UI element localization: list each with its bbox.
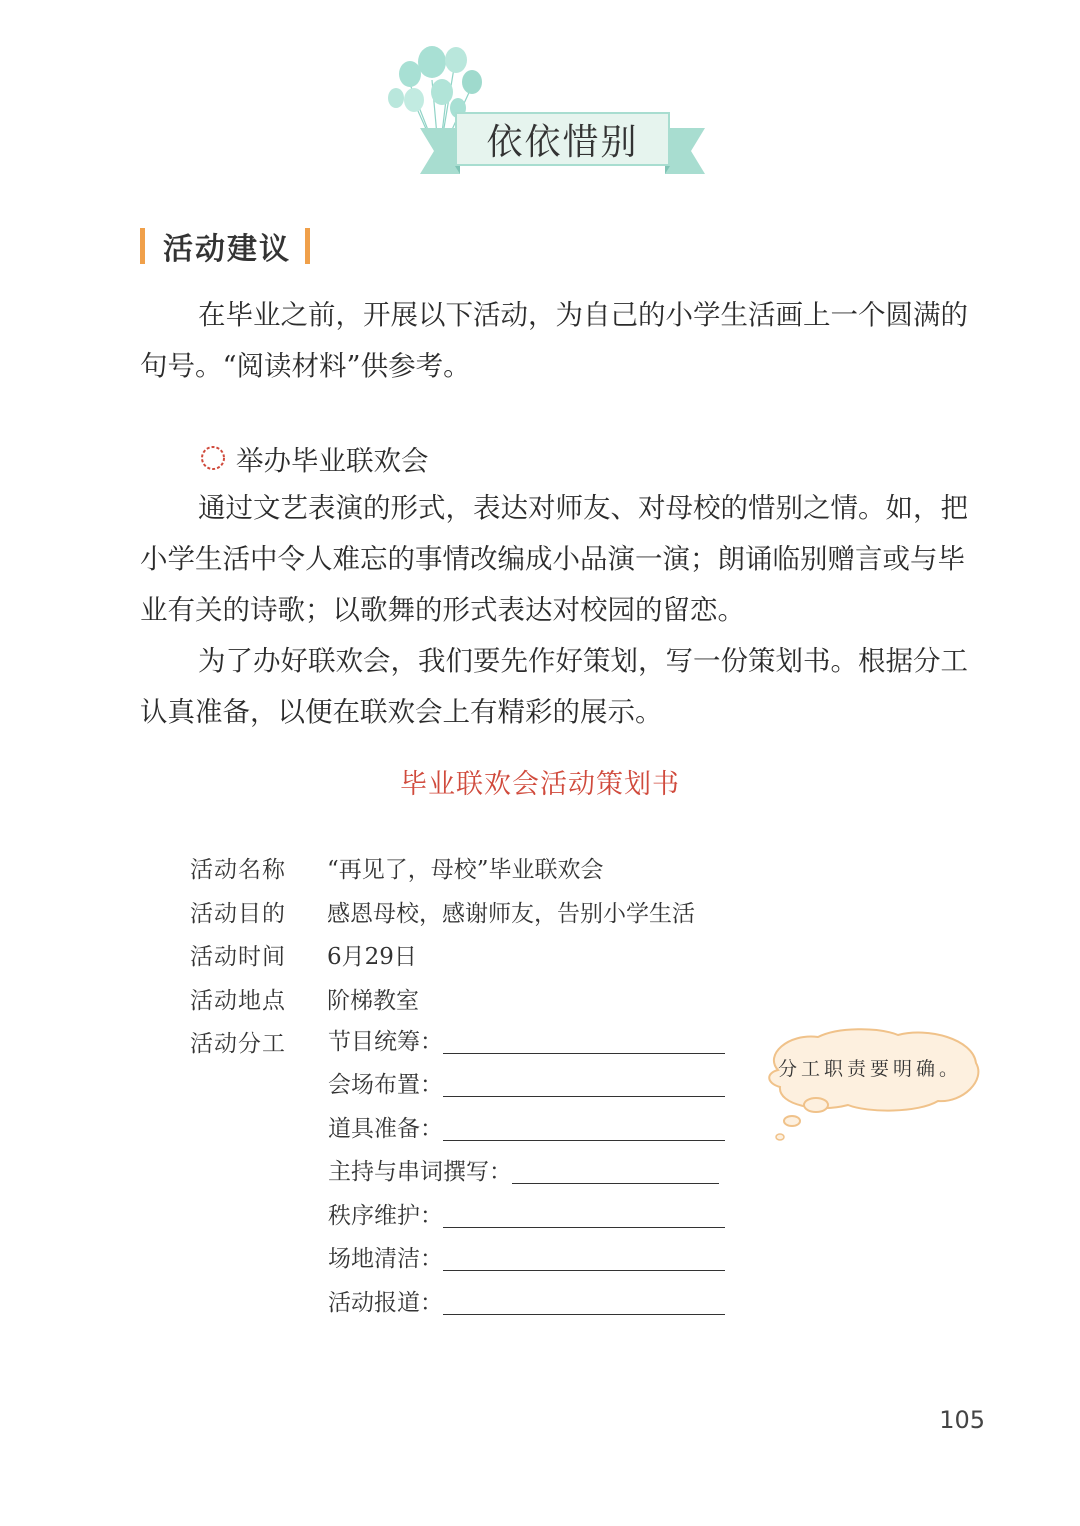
bubble-text: 分工职责要明确。 <box>777 1058 962 1080</box>
fill-in-blank[interactable] <box>443 1269 725 1271</box>
task-label: 道具准备： <box>328 1115 443 1142</box>
plan-title: 毕业联欢会活动策划书 <box>400 769 680 800</box>
plan-row-label: 活动地点 <box>190 987 286 1014</box>
plan-row <box>190 1020 327 1064</box>
task-label: 会场布置： <box>328 1072 443 1098</box>
task-label: 主持与串词撰写： <box>328 1159 512 1185</box>
task-label: 活动报道： <box>328 1289 443 1316</box>
plan-row-value: “再见了，母校”毕业联欢会 <box>327 857 604 884</box>
activity-heading <box>200 434 429 482</box>
task-row <box>328 1064 725 1108</box>
task-label: 节目统筹： <box>328 1028 443 1055</box>
activity-name: 举办毕业联欢会 <box>236 445 429 477</box>
heading-bar-right <box>305 228 310 264</box>
section-heading-text: 活动建议 <box>163 232 291 267</box>
plan-row-value: 阶梯教室 <box>327 987 419 1014</box>
fill-in-blank[interactable] <box>443 1313 725 1315</box>
fill-in-blank[interactable] <box>512 1182 719 1184</box>
fill-in-blank[interactable] <box>443 1052 725 1054</box>
heading-bar-left <box>140 228 145 264</box>
activity-description-2: 为了办好联欢会，我们要先作好策划，写一份策划书。根据分工认真准备，以便在联欢会上有精彩的展示。 <box>140 645 968 728</box>
plan-row-value: 6月29日 <box>327 944 417 971</box>
dotted-circle-icon <box>200 445 226 471</box>
plan-row-label: 活动名称 <box>190 857 286 884</box>
activity-description: 通过文艺表演的形式，表达对师友、对母校的惜别之情。如，把小学生活中令人难忘的事情改编成小品演一演；朗诵临别赠言或与毕业有关的诗歌；以歌舞的形式表达对校园的留恋。 <box>140 492 968 626</box>
plan-row <box>190 933 417 977</box>
fill-in-blank[interactable] <box>443 1226 725 1228</box>
task-label: 场地清洁： <box>328 1246 443 1272</box>
page-number: 105 <box>939 1406 985 1434</box>
task-label: 秩序维护： <box>328 1202 443 1229</box>
plan-row <box>190 846 604 890</box>
task-row <box>328 1107 725 1151</box>
plan-row <box>190 977 419 1021</box>
fill-in-blank[interactable] <box>443 1095 725 1097</box>
plan-row-label: 活动目的 <box>190 900 286 927</box>
thought-bubble <box>758 1025 988 1145</box>
plan-row-label: 活动分工 <box>190 1031 286 1058</box>
plan-row-value: 感恩母校，感谢师友，告别小学生活 <box>327 900 695 927</box>
plan-row-label: 活动时间 <box>190 944 286 971</box>
page-title: 依依惜别 <box>455 112 670 166</box>
section-heading <box>140 224 310 268</box>
task-row <box>328 1238 725 1282</box>
task-row <box>328 1020 725 1064</box>
intro-paragraph: 在毕业之前，开展以下活动，为自己的小学生活画上一个圆满的句号。“阅读材料”供参考。 <box>140 299 968 382</box>
task-row <box>328 1151 719 1195</box>
task-row <box>328 1281 725 1325</box>
plan-row <box>190 890 695 934</box>
fill-in-blank[interactable] <box>443 1139 725 1141</box>
task-row <box>328 1194 725 1238</box>
